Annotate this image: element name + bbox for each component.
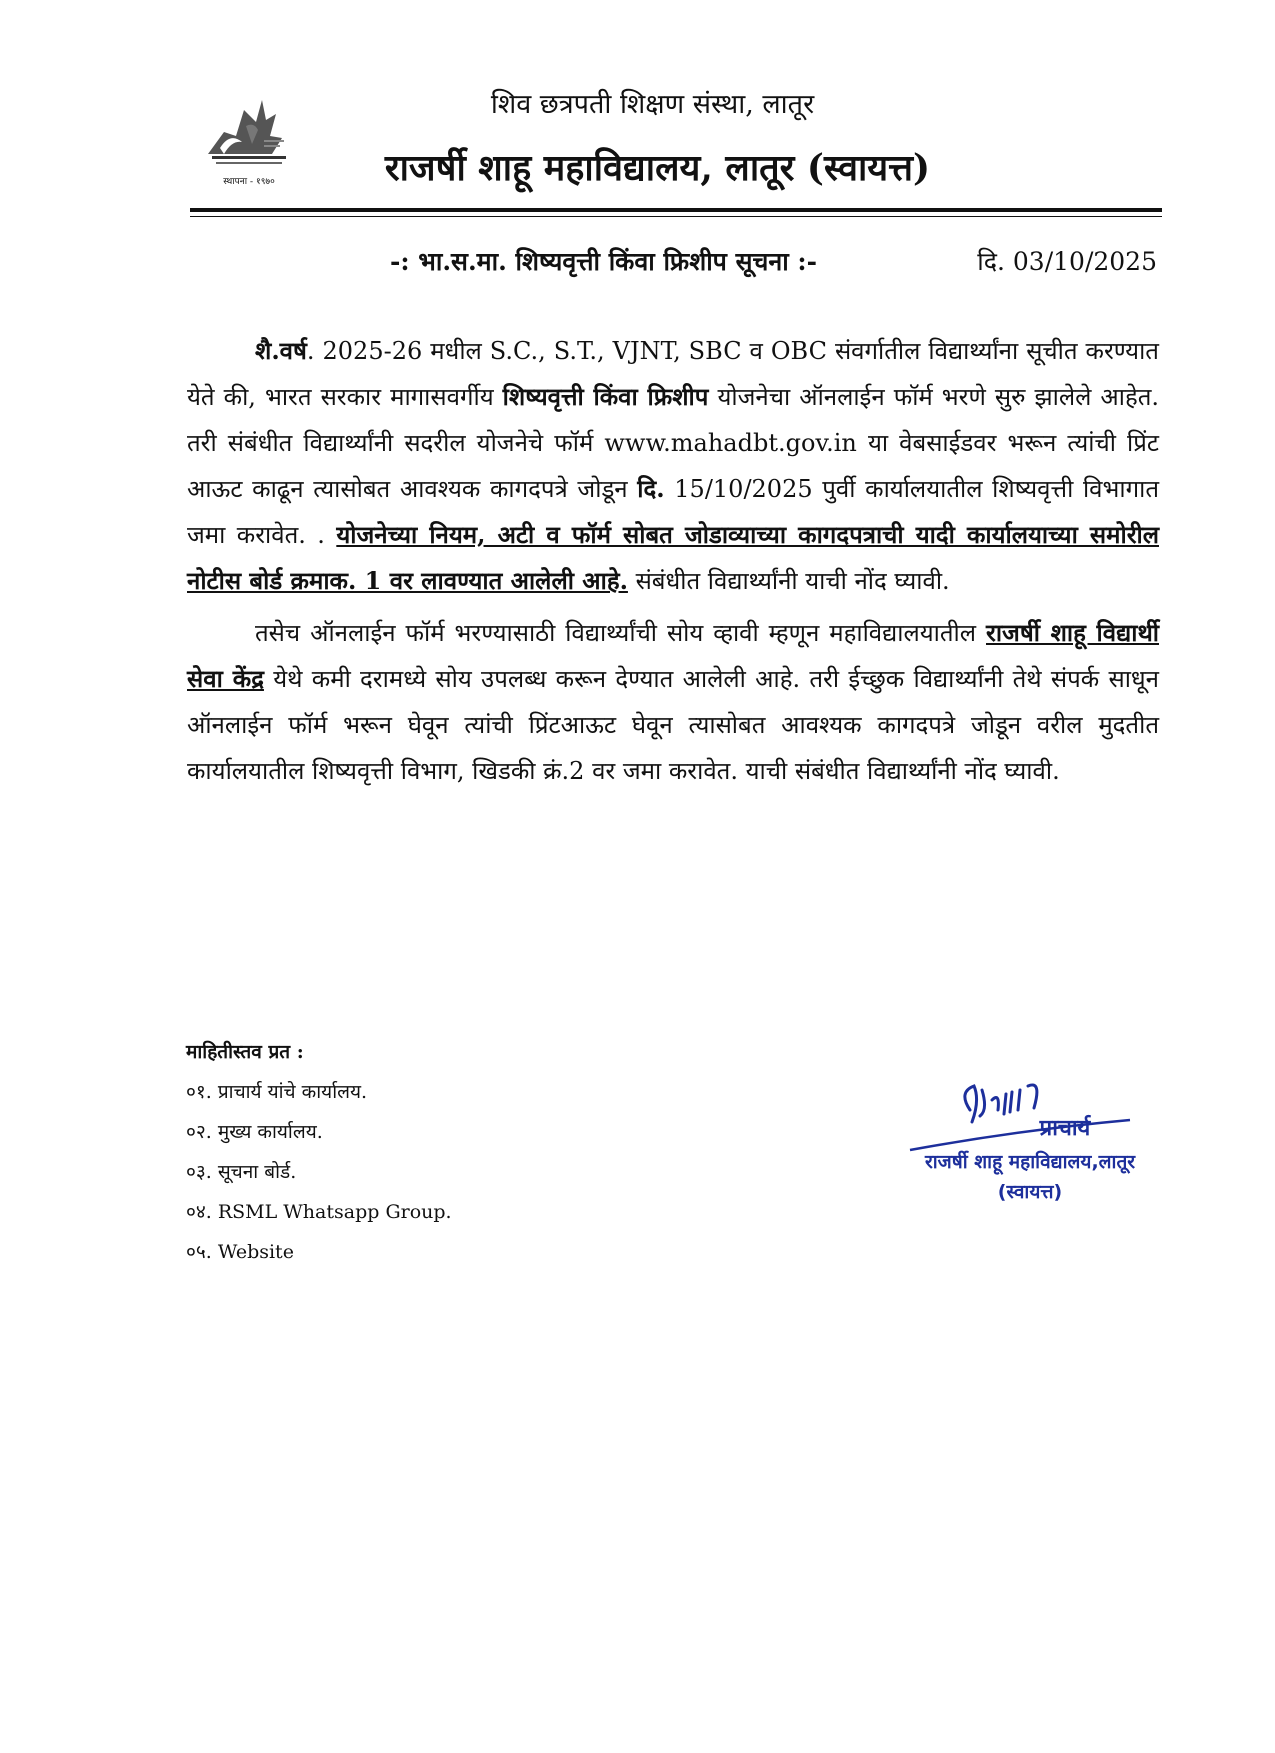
para2-text-b: येथे कमी दरामध्ये सोय उपलब्ध करून देण्यात आलेली आहे. तरी ईच्छुक विद्यार्थ्यांनी तेथे संपर्क साधून ऑनलाईन फॉर्म भरून घेवून त्यांची प्रिंटआऊट घेवून त्यासोबत आवश्यक कागदपत्रे जोडून वरील मुदतीत कार्यालयातील शिष्यवृत्ती विभाग, खिडकी क्रं.2 वर जमा करावेत. याची संबंधीत विद्यार्थ्यांनी नोंद घ्यावी. [187,665,1159,785]
para1-text-b: योजनेचा ऑनलाईन फॉर्म भरणे सुरु झालेले आहेत. तरी संबंधीत विद्यार्थ्यांनी सदरील योजनेचे फॉर्म www.mahadbt.gov.in या वेबसाईडवर भरून त्यांची प्रिंट आऊट काढून त्यासोबत आवश्यक कागदपत्रे जोडून [187,383,1160,503]
principal-stamp [880,1112,1180,1204]
paragraph-2 [187,610,1159,794]
notice-date: दि. 03/10/2025 [977,247,1157,276]
list-item: ०३. सूचना बोर्ड. [186,1161,297,1183]
stamp-college: राजर्षी शाहू महाविद्यालय,लातूर [924,1151,1136,1173]
para1-text-a: . 2025-26 मधील S.C., S.T., VJNT, SBC व OBC संवर्गातील विद्यार्थ्यांना सूचीत करण्यात येते की, भारत सरकार मागासवर्गीय [187,337,1159,411]
logo-caption: स्थापना - १९७० [223,177,275,187]
paragraph-1 [187,328,1159,604]
rules-notice: योजनेच्या नियम, अटी व फॉर्म सोबत जोडाव्याच्या कागदपत्राची यादी कार्यालयाच्या समोरील नोटीस बोर्ड क्रमाक. 1 वर लावण्यात आलेली आहे. [187,520,1159,595]
copy-to-heading: माहितीस्तव प्रत : [186,1041,304,1063]
list-item: ०५. Website [186,1241,294,1263]
notice-subject: -: भा.स.मा. शिष्यवृत्ती किंवा फ्रिशीप सूचना :- [390,247,818,276]
list-item: ०२. मुख्य कार्यालय. [186,1121,323,1143]
institution-name: शिव छत्रपती शिक्षण संस्था, लातूर [490,89,815,120]
stamp-designation: प्राचार्य [1039,1116,1091,1141]
college-title: राजर्षी शाहू महाविद्यालय, लातूर (स्वायत्त) [384,147,931,189]
header-rule-thin [190,216,1162,217]
para2-text-a: तसेच ऑनलाईन फॉर्म भरण्यासाठी विद्यार्थ्यांची सोय व्हावी म्हणून महाविद्यालयातील [255,619,986,647]
list-item: ०१. प्राचार्य यांचे कार्यालय. [186,1081,368,1103]
scheme-name: शिष्यवृत्ती किंवा फ्रिशीप [502,382,709,411]
para1-text-c: संबंधीत विद्यार्थ्यांनी याची नोंद घ्यावी. [627,567,950,595]
para1-deadline: 15/10/2025 पुर्वी कार्यालयातील शिष्यवृत्ती विभागात जमा करावेत. . [187,475,1160,549]
academic-year-label: शै.वर्ष [255,336,307,365]
notice-body [187,328,1159,800]
header-rule-thick [190,208,1162,212]
service-centre-name: राजर्षी शाहू विद्यार्थी सेवा केंद्र [187,618,1159,693]
list-item: ०४. RSML Whatsapp Group. [186,1201,452,1223]
copy-to-list [186,1032,452,1272]
stamp-status: (स्वायत्त) [997,1181,1063,1203]
deadline-label: दि. [637,474,665,503]
